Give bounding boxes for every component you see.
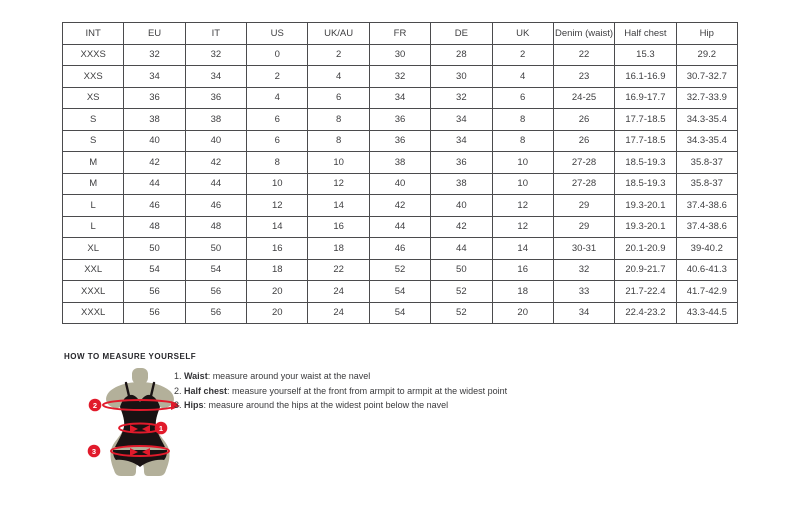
table-cell: 38 [431, 173, 492, 195]
table-cell: 44 [369, 216, 430, 238]
table-cell: S [63, 130, 124, 152]
table-cell: 4 [492, 66, 553, 88]
size-chart-table [62, 22, 738, 324]
column-header: DE [431, 23, 492, 45]
table-cell: 6 [492, 87, 553, 109]
table-cell: M [63, 152, 124, 174]
table-row [63, 173, 738, 195]
table-cell: 18 [247, 259, 308, 281]
column-header: IT [185, 23, 246, 45]
table-cell: 32 [185, 44, 246, 66]
table-cell: 12 [247, 195, 308, 217]
table-cell: 8 [308, 130, 369, 152]
table-cell: 40 [369, 173, 430, 195]
table-cell: 40 [185, 130, 246, 152]
table-cell: XXL [63, 259, 124, 281]
table-cell: 27-28 [553, 173, 614, 195]
table-cell: 23 [553, 66, 614, 88]
table-cell: 30-31 [553, 238, 614, 260]
table-cell: 40.6-41.3 [676, 259, 737, 281]
measure-steps [174, 371, 507, 415]
table-cell: 48 [124, 216, 185, 238]
table-cell: 6 [247, 130, 308, 152]
size-chart-header-row [63, 23, 738, 45]
table-cell: 16 [492, 259, 553, 281]
table-cell: 18.5-19.3 [615, 152, 676, 174]
table-cell: 35.8-37 [676, 173, 737, 195]
table-cell: 28 [431, 44, 492, 66]
table-cell: 54 [124, 259, 185, 281]
table-row [63, 238, 738, 260]
table-cell: 15.3 [615, 44, 676, 66]
measure-guide-title: HOW TO MEASURE YOURSELF [64, 352, 197, 361]
table-cell: 6 [308, 87, 369, 109]
table-cell: 14 [492, 238, 553, 260]
column-header: UK [492, 23, 553, 45]
table-cell: 50 [124, 238, 185, 260]
table-cell: 54 [185, 259, 246, 281]
table-cell: 34 [431, 130, 492, 152]
table-cell: 36 [431, 152, 492, 174]
table-cell: 42 [369, 195, 430, 217]
table-cell: 0 [247, 44, 308, 66]
table-cell: 16.9-17.7 [615, 87, 676, 109]
table-cell: 29 [553, 195, 614, 217]
table-cell: 18 [492, 281, 553, 303]
table-cell: 26 [553, 130, 614, 152]
table-cell: 46 [185, 195, 246, 217]
table-cell: 16 [308, 216, 369, 238]
column-header: Half chest [615, 23, 676, 45]
table-cell: 22 [308, 259, 369, 281]
table-cell: 56 [185, 281, 246, 303]
column-header: US [247, 23, 308, 45]
table-cell: 20 [247, 302, 308, 324]
table-row [63, 130, 738, 152]
column-header: EU [124, 23, 185, 45]
badge-waist [155, 422, 168, 435]
table-cell: 37.4-38.6 [676, 195, 737, 217]
table-cell: 14 [247, 216, 308, 238]
table-cell: 17.7-18.5 [615, 130, 676, 152]
table-cell: 26 [553, 109, 614, 131]
table-cell: 42 [431, 216, 492, 238]
table-cell: 8 [308, 109, 369, 131]
table-cell: 32.7-33.9 [676, 87, 737, 109]
table-row [63, 44, 738, 66]
measure-step: 1. Waist: measure around your waist at the navel [174, 371, 371, 381]
swimsuit-top [115, 395, 165, 447]
table-cell: 22.4-23.2 [615, 302, 676, 324]
table-cell: 36 [369, 130, 430, 152]
table-cell: 8 [492, 130, 553, 152]
table-cell: 42 [185, 152, 246, 174]
table-cell: 41.7-42.9 [676, 281, 737, 303]
table-cell: 34.3-35.4 [676, 130, 737, 152]
svg-text:2: 2 [92, 400, 98, 410]
table-cell: 12 [492, 216, 553, 238]
table-cell: 36 [369, 109, 430, 131]
table-cell: 50 [185, 238, 246, 260]
badge-hips [88, 445, 101, 458]
table-cell: 38 [185, 109, 246, 131]
badge-half-chest [89, 399, 102, 412]
table-cell: 56 [124, 281, 185, 303]
table-cell: 38 [369, 152, 430, 174]
table-cell: 2 [492, 44, 553, 66]
size-chart-body [63, 44, 738, 324]
table-cell: XL [63, 238, 124, 260]
table-cell: 10 [492, 173, 553, 195]
table-cell: 52 [431, 302, 492, 324]
table-row [63, 195, 738, 217]
table-cell: 10 [247, 173, 308, 195]
table-cell: 40 [431, 195, 492, 217]
table-cell: 19.3-20.1 [615, 216, 676, 238]
table-cell: 32 [124, 44, 185, 66]
table-cell: XXXL [63, 281, 124, 303]
table-cell: 16 [247, 238, 308, 260]
table-cell: 12 [492, 195, 553, 217]
table-cell: L [63, 195, 124, 217]
table-cell: 46 [369, 238, 430, 260]
table-cell: 34 [185, 66, 246, 88]
column-header: UK/AU [308, 23, 369, 45]
table-row [63, 259, 738, 281]
table-cell: 12 [308, 173, 369, 195]
table-cell: 35.8-37 [676, 152, 737, 174]
table-cell: 44 [185, 173, 246, 195]
table-cell: 24-25 [553, 87, 614, 109]
table-cell: 30.7-32.7 [676, 66, 737, 88]
column-header: INT [63, 23, 124, 45]
table-cell: 43.3-44.5 [676, 302, 737, 324]
table-row [63, 152, 738, 174]
table-cell: 54 [369, 281, 430, 303]
table-cell: XXXL [63, 302, 124, 324]
column-header: Denim (waist) [553, 23, 614, 45]
table-cell: 40 [124, 130, 185, 152]
table-cell: 20 [247, 281, 308, 303]
table-cell: 29 [553, 216, 614, 238]
table-cell: 19.3-20.1 [615, 195, 676, 217]
table-cell: 34 [124, 66, 185, 88]
column-header: FR [369, 23, 430, 45]
svg-text:1: 1 [158, 423, 164, 433]
table-cell: 18.5-19.3 [615, 173, 676, 195]
table-row [63, 66, 738, 88]
table-cell: 42 [124, 152, 185, 174]
table-cell: 34 [369, 87, 430, 109]
table-cell: L [63, 216, 124, 238]
table-cell: 8 [492, 109, 553, 131]
table-cell: S [63, 109, 124, 131]
measure-step: 2. Half chest: measure yourself at the front from armpit to armpit at the widest point [174, 385, 508, 396]
measure-step: 3. Hips: measure around the hips at the widest point below the navel [174, 400, 449, 411]
table-cell: 8 [247, 152, 308, 174]
table-cell: 2 [308, 44, 369, 66]
table-cell: 30 [369, 44, 430, 66]
table-cell: 10 [492, 152, 553, 174]
mannequin-neck [132, 368, 148, 384]
table-cell: 2 [247, 66, 308, 88]
column-header: Hip [676, 23, 737, 45]
table-cell: 32 [369, 66, 430, 88]
table-cell: 20.1-20.9 [615, 238, 676, 260]
table-row [63, 216, 738, 238]
table-cell: 14 [308, 195, 369, 217]
table-cell: 34 [431, 109, 492, 131]
table-cell: 50 [431, 259, 492, 281]
table-cell: 24 [308, 281, 369, 303]
table-cell: M [63, 173, 124, 195]
table-cell: 4 [308, 66, 369, 88]
table-cell: 29.2 [676, 44, 737, 66]
table-cell: 46 [124, 195, 185, 217]
table-cell: 36 [185, 87, 246, 109]
table-row [63, 109, 738, 131]
table-cell: 52 [369, 259, 430, 281]
table-cell: 16.1-16.9 [615, 66, 676, 88]
table-cell: 34 [553, 302, 614, 324]
table-cell: 44 [124, 173, 185, 195]
table-cell: 21.7-22.4 [615, 281, 676, 303]
table-cell: 44 [431, 238, 492, 260]
table-cell: 6 [247, 109, 308, 131]
table-cell: XXS [63, 66, 124, 88]
table-cell: 27-28 [553, 152, 614, 174]
table-row [63, 302, 738, 324]
table-cell: 33 [553, 281, 614, 303]
table-cell: 36 [124, 87, 185, 109]
table-cell: 17.7-18.5 [615, 109, 676, 131]
table-cell: 39-40.2 [676, 238, 737, 260]
table-cell: 32 [431, 87, 492, 109]
table-cell: 30 [431, 66, 492, 88]
table-cell: 20 [492, 302, 553, 324]
table-cell: 20.9-21.7 [615, 259, 676, 281]
table-cell: 38 [124, 109, 185, 131]
table-cell: 18 [308, 238, 369, 260]
table-cell: 34.3-35.4 [676, 109, 737, 131]
table-cell: 37.4-38.6 [676, 216, 737, 238]
svg-text:3: 3 [91, 446, 97, 456]
table-row [63, 87, 738, 109]
table-cell: 48 [185, 216, 246, 238]
table-cell: XXXS [63, 44, 124, 66]
table-cell: 52 [431, 281, 492, 303]
table-cell: XS [63, 87, 124, 109]
table-cell: 54 [369, 302, 430, 324]
table-row [63, 281, 738, 303]
table-cell: 56 [185, 302, 246, 324]
table-cell: 4 [247, 87, 308, 109]
table-cell: 10 [308, 152, 369, 174]
table-cell: 24 [308, 302, 369, 324]
table-cell: 22 [553, 44, 614, 66]
table-cell: 56 [124, 302, 185, 324]
table-cell: 32 [553, 259, 614, 281]
